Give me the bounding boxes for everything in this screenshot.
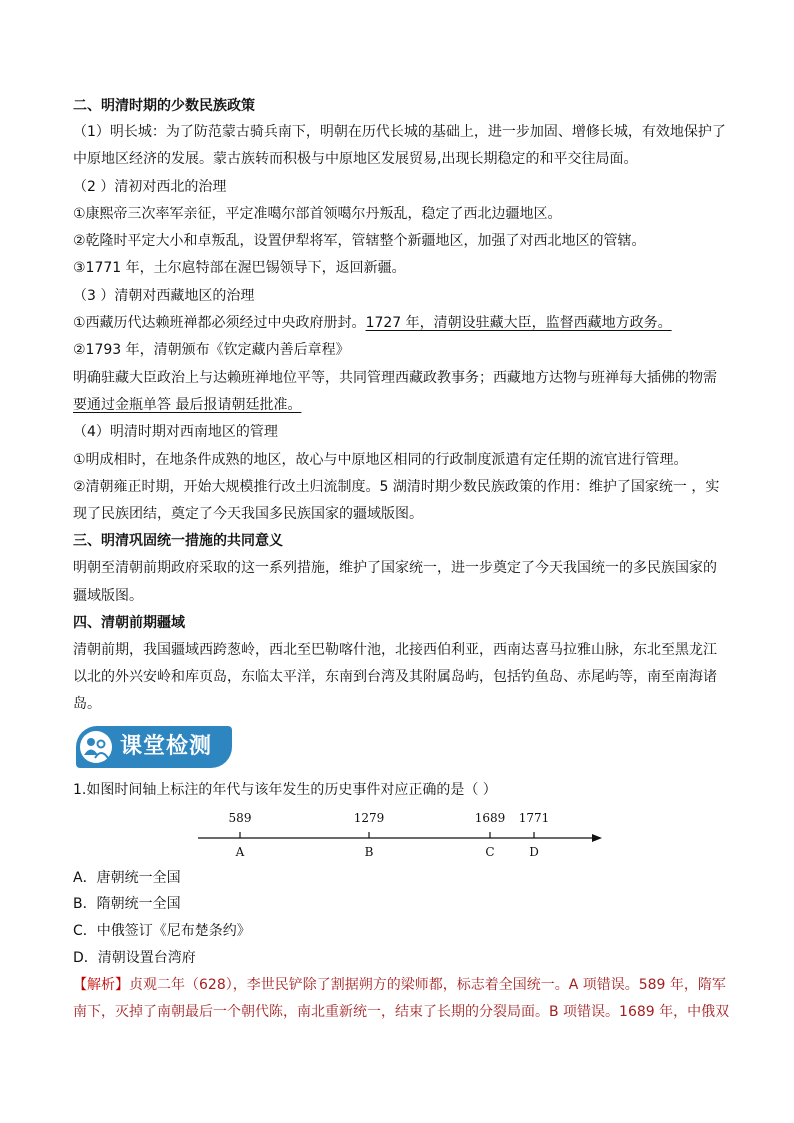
tibet-line-4: 要通过金瓶单答 最后报请朝廷批准。: [73, 397, 302, 413]
analysis-line-2: 南下，灭掉了南朝最后一个朝代陈，南北重新统一，结束了长期的分裂局面。B 项错误。1689 年，中俄双: [73, 1004, 730, 1020]
analysis-line-1: [73, 975, 726, 995]
section-3-heading: 三、明清巩固统一措施的共同意义: [73, 533, 283, 549]
tibet-item-2: ②1793 年，清朝颁布《钦定藏内善后章程》: [73, 342, 350, 358]
option-b[interactable]: B．隋朝统一全国: [73, 896, 181, 912]
northwest-title: （2 ）清初对西北的治理: [73, 179, 227, 195]
timeline-diagram: [190, 808, 610, 864]
ming-great-wall-line-1: （1）明长城：为了防范蒙古骑兵南下，明朝在历代长城的基础上，进一步加固、增修长城，有效地保护了: [73, 124, 726, 140]
timeline-letter-label: A: [235, 845, 245, 859]
ming-great-wall-line-2: 中原地区经济的发展。蒙古族转而积极与中原地区发展贸易,出现长期稳定的和平交往局面。: [73, 151, 638, 167]
southwest-item-2-line-2: 现了民族团结，奠定了今天我国多民族国家的疆域版图。: [73, 506, 423, 522]
timeline-year-label: 1279: [353, 811, 385, 825]
banner-label: 课堂检测: [120, 734, 213, 759]
tibet-title: （3 ）清朝对西藏地区的治理: [73, 288, 255, 304]
southwest-item-1: ①明成相时，在地条件成熟的地区，故心与中原地区相同的行政制度派遣有定任期的流官进行管理。: [73, 452, 688, 468]
southwest-item-2-line-1: ②清朝雍正时期，开始大规模推行改土归流制度。5 湖清时期少数民族政策的作用：维护了国家统一 ，实: [73, 479, 720, 495]
section-4-heading: 四、清朝前期疆域: [73, 615, 185, 631]
timeline-arrow-icon: [592, 834, 602, 842]
section-3-line-1: 明朝至清朝前期政府采取的这一系列措施，维护了国家统一，进一步奠定了今天我国统一的多民族国家的: [73, 560, 717, 576]
tibet-item-1-text: ①西藏历代达赖班禅都必须经过中央政府册封。: [73, 315, 366, 331]
classroom-test-banner: [76, 726, 232, 768]
section-4-line-2: 以北的外兴安岭和库页岛，东临太平洋，东南到台湾及其附属岛屿，包括钓鱼岛、赤尾屿等，南至南海诸: [73, 669, 717, 685]
option-a[interactable]: A．唐朝统一全国: [73, 870, 181, 886]
southwest-title: （4）明清时期对西南地区的管理: [73, 424, 278, 440]
students-icon: [80, 731, 112, 763]
timeline-letter-label: D: [529, 845, 539, 859]
option-c[interactable]: C．中俄签订《尼布楚条约》: [73, 923, 251, 939]
northwest-item-1: ①康熙帝三次率军亲征，平定准噶尔部首领噶尔丹叛乱，稳定了西北边疆地区。: [73, 206, 562, 222]
timeline-year-label: 1689: [474, 811, 506, 825]
timeline-year-label: 1771: [518, 811, 550, 825]
question-1-stem: 1.如图时间轴上标注的年代与该年发生的历史事件对应正确的是（ ）: [73, 782, 497, 798]
timeline-letter-label: B: [364, 845, 374, 859]
section-3-line-2: 疆域版图。: [73, 588, 143, 604]
analysis-tag: 【解析】: [73, 977, 129, 993]
tibet-line-3: 明确驻藏大臣政治上与达赖班禅地位平等，共同管理西藏政教事务；西藏地方达物与班禅每大插佛的物需: [73, 370, 717, 386]
timeline-letter-label: C: [485, 845, 495, 859]
analysis-text-1: 贞观二年（628），李世民铲除了割据朔方的梁师都，标志着全国统一。A 项错误。589 年，隋军: [129, 977, 726, 993]
timeline-year-label: 589: [228, 811, 252, 825]
northwest-item-3: ③1771 年，土尔扈特部在渥巴锡领导下，返回新疆。: [73, 260, 406, 276]
option-d[interactable]: D．清朝设置台湾府: [73, 950, 196, 966]
section-4-line-3: 岛。: [73, 696, 101, 712]
tibet-item-1: [73, 313, 723, 333]
section-2-heading: 二、明清时期的少数民族政策: [73, 98, 255, 114]
northwest-item-2: ②乾隆时平定大小和卓叛乱，设置伊犁将军，管辖整个新疆地区，加强了对西北地区的管辖。: [73, 233, 646, 249]
tibet-item-1-underlined: 1727 年，清朝设驻藏大臣，监督西藏地方政务。: [365, 315, 672, 331]
section-4-line-1: 清朝前期，我国疆域西跨葱岭，西北至巴勒喀什池，北接西伯利亚，西南达喜马拉雅山脉，东北至黑龙江: [73, 642, 717, 658]
